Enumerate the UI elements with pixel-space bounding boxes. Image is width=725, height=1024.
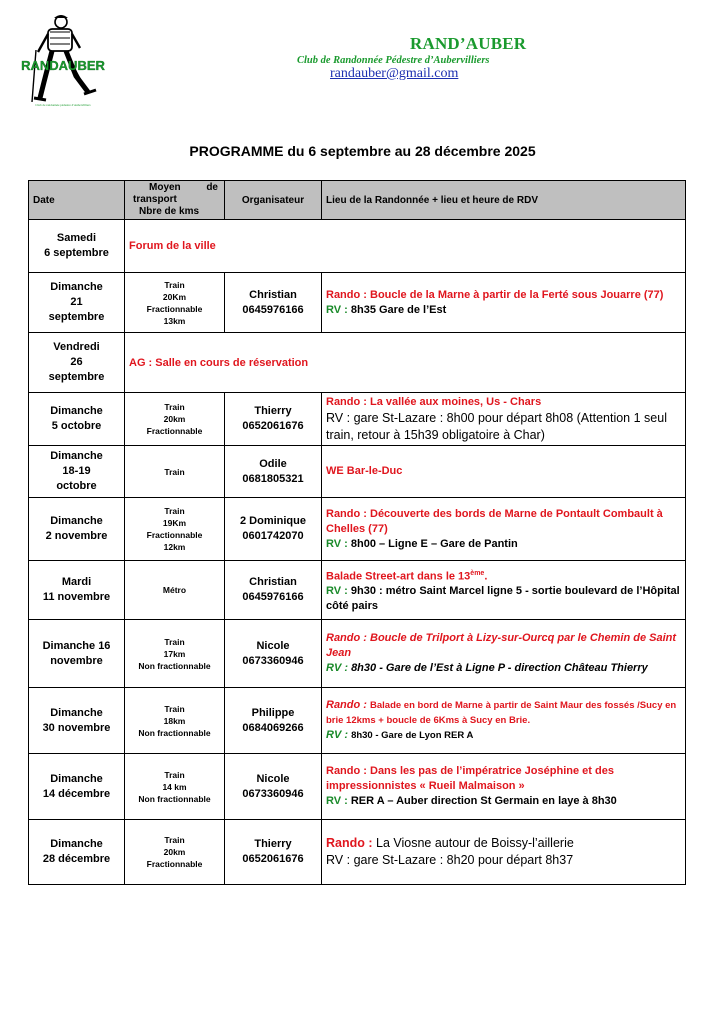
organiser-phone: 0673360946 bbox=[242, 654, 304, 667]
row-organisateur bbox=[225, 273, 322, 333]
rando-text: Découverte des bords de Marne de Pontault Combault à Chelles (77) bbox=[326, 507, 663, 535]
header-lieu: Lieu de la Randonnée + lieu et heure de RDV bbox=[322, 181, 686, 220]
randauber-logo bbox=[18, 12, 108, 108]
rv-text: 8h35 Gare de l’Est bbox=[350, 303, 447, 316]
organiser-name: Christian bbox=[249, 288, 297, 301]
table-row bbox=[29, 393, 686, 446]
date-line: septembre bbox=[48, 371, 105, 383]
transport-line: 17km bbox=[163, 648, 186, 659]
rando-superscript: ème bbox=[470, 569, 485, 577]
date-line: 18-19 bbox=[62, 465, 91, 477]
row-organisateur bbox=[225, 561, 322, 620]
organiser-name: Thierry bbox=[254, 405, 292, 417]
row-date bbox=[29, 273, 125, 333]
organiser-name: Odile bbox=[259, 457, 287, 470]
row-lieu bbox=[322, 393, 686, 446]
row-organisateur bbox=[225, 820, 322, 885]
club-email-link[interactable]: randauber@gmail.com bbox=[330, 66, 459, 81]
event-text: AG : Salle en cours de réservation bbox=[129, 356, 309, 369]
row-transport bbox=[125, 754, 225, 820]
rv-text: 9h30 : métro Saint Marcel ligne 5 - sortie boulevard de l’Hôpital côté pairs bbox=[326, 585, 680, 613]
row-lieu bbox=[322, 561, 686, 620]
header-transport-line1: Moyen bbox=[149, 182, 181, 193]
rv-label: RV : bbox=[326, 795, 351, 807]
logo-wordmark: RANDAUBER bbox=[21, 58, 105, 73]
transport-line: Train bbox=[164, 506, 185, 516]
header-transport-line2: transport bbox=[133, 194, 177, 205]
date-line: Samedi bbox=[56, 232, 97, 244]
rando-text: Boucle de la Marne à partir de la Ferté sous Jouarre (77) bbox=[370, 288, 664, 301]
rando-label: Rando : bbox=[326, 632, 370, 644]
logo-caption: Club de randonnée pédestre d'Aubervilliers bbox=[35, 103, 91, 107]
table-header-row bbox=[29, 181, 686, 220]
table-row bbox=[29, 754, 686, 820]
row-transport bbox=[125, 688, 225, 754]
row-date bbox=[29, 688, 125, 754]
row-organisateur bbox=[225, 446, 322, 498]
date-line: Dimanche bbox=[50, 772, 103, 785]
transport-line: Fractionnable bbox=[146, 859, 203, 869]
transport-line: Fractionnable bbox=[146, 303, 203, 314]
transport-line: Train bbox=[164, 279, 185, 290]
rv-text: gare St-Lazare : 8h20 pour départ 8h37 bbox=[353, 853, 574, 867]
organiser-name: Nicole bbox=[256, 639, 290, 652]
row-organisateur bbox=[225, 688, 322, 754]
organiser-name: Nicole bbox=[256, 772, 290, 785]
header-transport-de: de bbox=[206, 182, 218, 193]
row-date bbox=[29, 220, 125, 273]
row-transport bbox=[125, 561, 225, 620]
rv-label: RV : bbox=[326, 662, 352, 674]
header-organisateur: Organisateur bbox=[225, 181, 322, 220]
header-transport-line3: Nbre de kms bbox=[139, 206, 200, 217]
organiser-phone: 0652061676 bbox=[242, 420, 304, 432]
rv-label: RV : bbox=[326, 729, 352, 741]
row-date bbox=[29, 754, 125, 820]
rando-label: Rando : bbox=[326, 765, 370, 777]
row-date bbox=[29, 620, 125, 688]
transport-line: 12km bbox=[163, 542, 186, 552]
transport-line: 18km bbox=[163, 715, 186, 726]
table-row bbox=[29, 561, 686, 620]
row-lieu bbox=[322, 498, 686, 561]
transport-line: Train bbox=[164, 769, 185, 780]
row-transport bbox=[125, 273, 225, 333]
date-line: Dimanche bbox=[50, 706, 103, 719]
transport-line: 14 km bbox=[162, 781, 187, 792]
organiser-phone: 0673360946 bbox=[242, 787, 304, 800]
rando-text: Balade Street-art dans le 13 bbox=[326, 570, 471, 583]
row-lieu bbox=[322, 754, 686, 820]
organiser-name: Thierry bbox=[254, 838, 292, 850]
row-date bbox=[29, 446, 125, 498]
rv-label: RV : bbox=[326, 585, 351, 598]
organiser-phone: 0645976166 bbox=[242, 303, 304, 316]
transport-line: Train bbox=[164, 703, 185, 714]
table-row bbox=[29, 273, 686, 333]
rando-text: Dans les pas de l’impératrice Joséphine et des impressionnistes « Rueil Malmaison » bbox=[326, 765, 614, 792]
programme-title: PROGRAMME du 6 septembre au 28 décembre 2025 bbox=[189, 143, 536, 159]
rando-text: La Viosne autour de Boissy-l’aillerie bbox=[376, 836, 574, 850]
organiser-phone: 0645976166 bbox=[242, 591, 304, 603]
table-row bbox=[29, 820, 686, 885]
row-organisateur bbox=[225, 754, 322, 820]
organiser-phone: 0652061676 bbox=[242, 853, 304, 865]
row-date bbox=[29, 820, 125, 885]
rv-label: RV : bbox=[326, 853, 354, 867]
rv-label: RV : bbox=[326, 303, 351, 316]
rv-text: gare St-Lazare : 8h00 pour départ 8h08 (Attention 1 seul train, retour à 15h39 obligatoire à Char) bbox=[326, 410, 667, 442]
date-line: Dimanche bbox=[50, 450, 103, 462]
transport-line: 20Km bbox=[162, 291, 187, 302]
rando-label: Rando : bbox=[326, 507, 370, 520]
organiser-name: 2 Dominique bbox=[239, 515, 306, 527]
transport-line: Non fractionnable bbox=[138, 727, 211, 738]
table-row bbox=[29, 688, 686, 754]
transport-line: Train bbox=[164, 466, 185, 477]
transport-line: 20km bbox=[163, 414, 186, 424]
row-lieu bbox=[322, 273, 686, 333]
rando-text-end: . bbox=[484, 570, 488, 583]
organiser-phone: 0681805321 bbox=[242, 472, 304, 485]
row-date bbox=[29, 498, 125, 561]
organiser-name: Christian bbox=[249, 576, 297, 588]
rando-label: Rando : bbox=[326, 836, 376, 850]
date-line: octobre bbox=[56, 480, 97, 492]
club-name: RAND’AUBER bbox=[410, 34, 527, 53]
row-transport bbox=[125, 620, 225, 688]
transport-line: 19Km bbox=[162, 518, 187, 528]
row-event bbox=[125, 220, 686, 273]
rv-text: 8h00 – Ligne E – Gare de Pantin bbox=[350, 537, 518, 550]
row-lieu bbox=[322, 446, 686, 498]
rando-text: Balade en bord de Marne à partir de Saint Maur des fossés /Sucy en brie 12kms + boucle de 6Kms à Sucy en Brie. bbox=[326, 700, 677, 726]
rando-label: Rando : bbox=[326, 395, 370, 408]
row-transport bbox=[125, 393, 225, 446]
row-transport bbox=[125, 820, 225, 885]
transport-line: 20km bbox=[163, 847, 186, 857]
row-organisateur bbox=[225, 393, 322, 446]
row-date bbox=[29, 333, 125, 393]
row-lieu bbox=[322, 688, 686, 754]
row-date bbox=[29, 393, 125, 446]
date-line: 28 décembre bbox=[42, 853, 111, 865]
row-organisateur bbox=[225, 498, 322, 561]
date-line: Dimanche 16 bbox=[42, 639, 111, 652]
table-row bbox=[29, 620, 686, 688]
date-line: Vendredi bbox=[53, 341, 100, 353]
transport-line: Train bbox=[164, 835, 185, 845]
date-line: Dimanche bbox=[50, 405, 103, 417]
transport-line: Train bbox=[164, 636, 185, 647]
date-line: Dimanche bbox=[50, 515, 103, 527]
event-text: Forum de la ville bbox=[129, 240, 216, 252]
date-line: novembre bbox=[50, 654, 103, 667]
rando-text: WE Bar-le-Duc bbox=[326, 465, 403, 477]
transport-line: Fractionnable bbox=[146, 530, 203, 540]
row-lieu bbox=[322, 820, 686, 885]
table-row bbox=[29, 446, 686, 498]
table-row bbox=[29, 333, 686, 393]
date-line: 30 novembre bbox=[42, 721, 111, 734]
club-subtitle: Club de Randonnée Pédestre d’Aubervilliers bbox=[297, 55, 490, 66]
transport-line: Non fractionnable bbox=[138, 660, 211, 671]
rando-text: La vallée aux moines, Us - Chars bbox=[370, 395, 542, 408]
rando-label: Rando : bbox=[326, 699, 370, 711]
row-transport bbox=[125, 498, 225, 561]
table-row bbox=[29, 220, 686, 273]
transport-line: Fractionnable bbox=[146, 426, 203, 436]
transport-line: Train bbox=[164, 402, 185, 412]
organiser-phone: 0684069266 bbox=[242, 721, 304, 734]
rv-label: RV : bbox=[326, 410, 354, 425]
date-line: Dimanche bbox=[50, 281, 103, 293]
row-transport bbox=[125, 446, 225, 498]
transport-line: Métro bbox=[162, 585, 187, 595]
transport-line: Non fractionnable bbox=[138, 793, 211, 804]
row-organisateur bbox=[225, 620, 322, 688]
header-date: Date bbox=[29, 181, 125, 220]
rv-text: 8h30 - Gare de Lyon RER A bbox=[351, 730, 474, 741]
rv-label: RV : bbox=[326, 537, 351, 550]
date-line: 11 novembre bbox=[42, 591, 111, 603]
row-event bbox=[125, 333, 686, 393]
date-line: 14 décembre bbox=[42, 787, 111, 800]
programme-table bbox=[28, 180, 686, 885]
date-line: septembre bbox=[48, 311, 105, 323]
date-line: 2 novembre bbox=[45, 530, 108, 542]
rando-text: Boucle de Trilport à Lizy-sur-Ourcq par le Chemin de Saint Jean bbox=[326, 632, 677, 659]
rv-text: RER A – Auber direction St Germain en laye à 8h30 bbox=[350, 795, 617, 807]
rando-label: Rando : bbox=[326, 288, 370, 301]
organiser-phone: 0601742070 bbox=[242, 530, 304, 542]
date-line: Mardi bbox=[61, 576, 92, 588]
rv-text: 8h30 - Gare de l’Est à Ligne P - direction Château Thierry bbox=[351, 662, 648, 674]
organiser-name: Philippe bbox=[251, 706, 295, 719]
header-transport bbox=[125, 181, 225, 220]
date-line: 6 septembre bbox=[44, 247, 109, 259]
date-line: 5 octobre bbox=[51, 420, 102, 432]
transport-line: 13km bbox=[163, 315, 186, 326]
table-row bbox=[29, 498, 686, 561]
date-line: 21 bbox=[70, 296, 83, 308]
date-line: Dimanche bbox=[50, 838, 103, 850]
date-line: 26 bbox=[70, 356, 83, 368]
row-lieu bbox=[322, 620, 686, 688]
row-date bbox=[29, 561, 125, 620]
